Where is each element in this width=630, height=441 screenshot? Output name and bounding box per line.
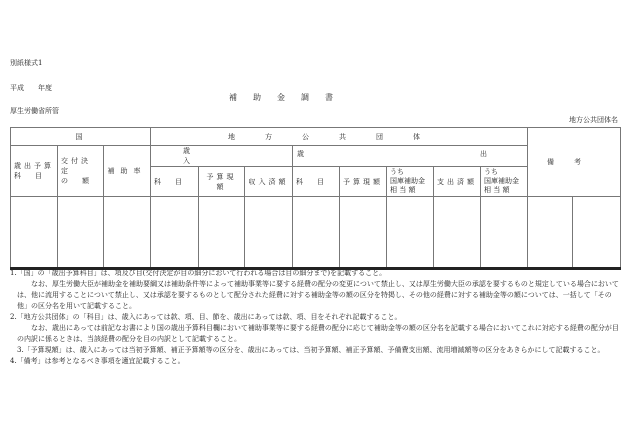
organization-name-label: 地方公共団体名	[569, 116, 618, 124]
ministry-label: 厚生労働省所管	[10, 107, 59, 115]
header-kuni: 国	[11, 128, 151, 146]
header-budget-national-share: うち 国庫補助金 相 当 額	[387, 167, 434, 197]
header-revenue-received: 収入済額	[245, 167, 293, 197]
header-expenditure: 歳 出	[293, 146, 528, 167]
cell[interactable]	[573, 197, 621, 269]
header-revenue: 歳入	[151, 146, 293, 167]
cell[interactable]	[245, 197, 293, 269]
cell[interactable]	[293, 197, 340, 269]
note-3: 3.「予算現額」は、歳入にあっては当初予算額、補正予算額等の区分を、歳出にあっては、当初予算額、補正予算額、予備費支出額、流用増減額等の区分をあきらかにして記載すること。	[17, 346, 605, 354]
header-grant-amount: 交付決定 の 額	[58, 146, 104, 197]
cell[interactable]	[11, 197, 58, 269]
header-subsidy-rate: 補助率	[104, 146, 151, 197]
cell[interactable]	[151, 197, 199, 269]
cell[interactable]	[387, 197, 434, 269]
cell[interactable]	[528, 197, 573, 269]
note-1-detail: なお、厚生労働大臣が補助金を補助要綱又は補助条件等によって補助事業等に要する経費の配分の変更について禁止し、又は厚生労働大臣の承認を要するものと規定している場合においては、他に流用することについて禁止し、又は承認を要するものとして配分された経費に対する補助金等の額の区分を特掲し、その他の経費に対する補助金等の額については、一括して「その他」の区分名を用いて記載すること。	[17, 280, 619, 310]
header-expenditure-item: 科 目	[293, 167, 340, 197]
subsidy-table	[10, 127, 621, 270]
note-2: 2.「地方公共団体」の「科目」は、歳入にあっては款、項、目、節を、歳出にあっては款、項、目をそれぞれ記載すること。	[10, 313, 402, 321]
header-remarks: 備考	[528, 128, 621, 197]
header-expenditure-paid: 支出済額	[434, 167, 481, 197]
header-paid-national-share: うち 国庫補助金 相 当 額	[481, 167, 528, 197]
cell[interactable]	[104, 197, 151, 269]
cell[interactable]	[340, 197, 387, 269]
cell[interactable]	[434, 197, 481, 269]
fiscal-year-label: 平成 年度	[10, 84, 52, 92]
notes	[10, 268, 620, 367]
header-revenue-item: 科 目	[151, 167, 199, 197]
note-2-detail: なお、歳出にあっては前記なお書により国の歳出予算科目欄において補助事業等に要する経費の配分に応じて補助金等の額の区分名を記載する場合においてこれに対応する経費の配分が目の内訳に係るときは、当該経費の配分を目の内訳として記載すること。	[17, 324, 619, 343]
cell[interactable]	[481, 197, 528, 269]
header-expenditure-budget: 予算現額	[340, 167, 387, 197]
cell[interactable]	[58, 197, 104, 269]
header-revenue-budget: 予算現額	[199, 167, 245, 197]
cell[interactable]	[199, 197, 245, 269]
table-row	[11, 197, 621, 269]
header-local-government: 地方公共団体	[151, 128, 528, 146]
form-id: 別紙様式1	[10, 59, 43, 67]
document-title: 補 助 金 調 書	[229, 93, 333, 102]
header-expenditure-budget-item: 歳出予算 科 目	[11, 146, 58, 197]
note-1: 1.「国」の「歳出予算科目」は、項及び目(交付決定が目の細分において行われる場合は目の細分まで)を記載すること。	[10, 269, 387, 277]
note-4: 4.「備考」は参考となるべき事項を適宜記載すること。	[10, 357, 185, 365]
